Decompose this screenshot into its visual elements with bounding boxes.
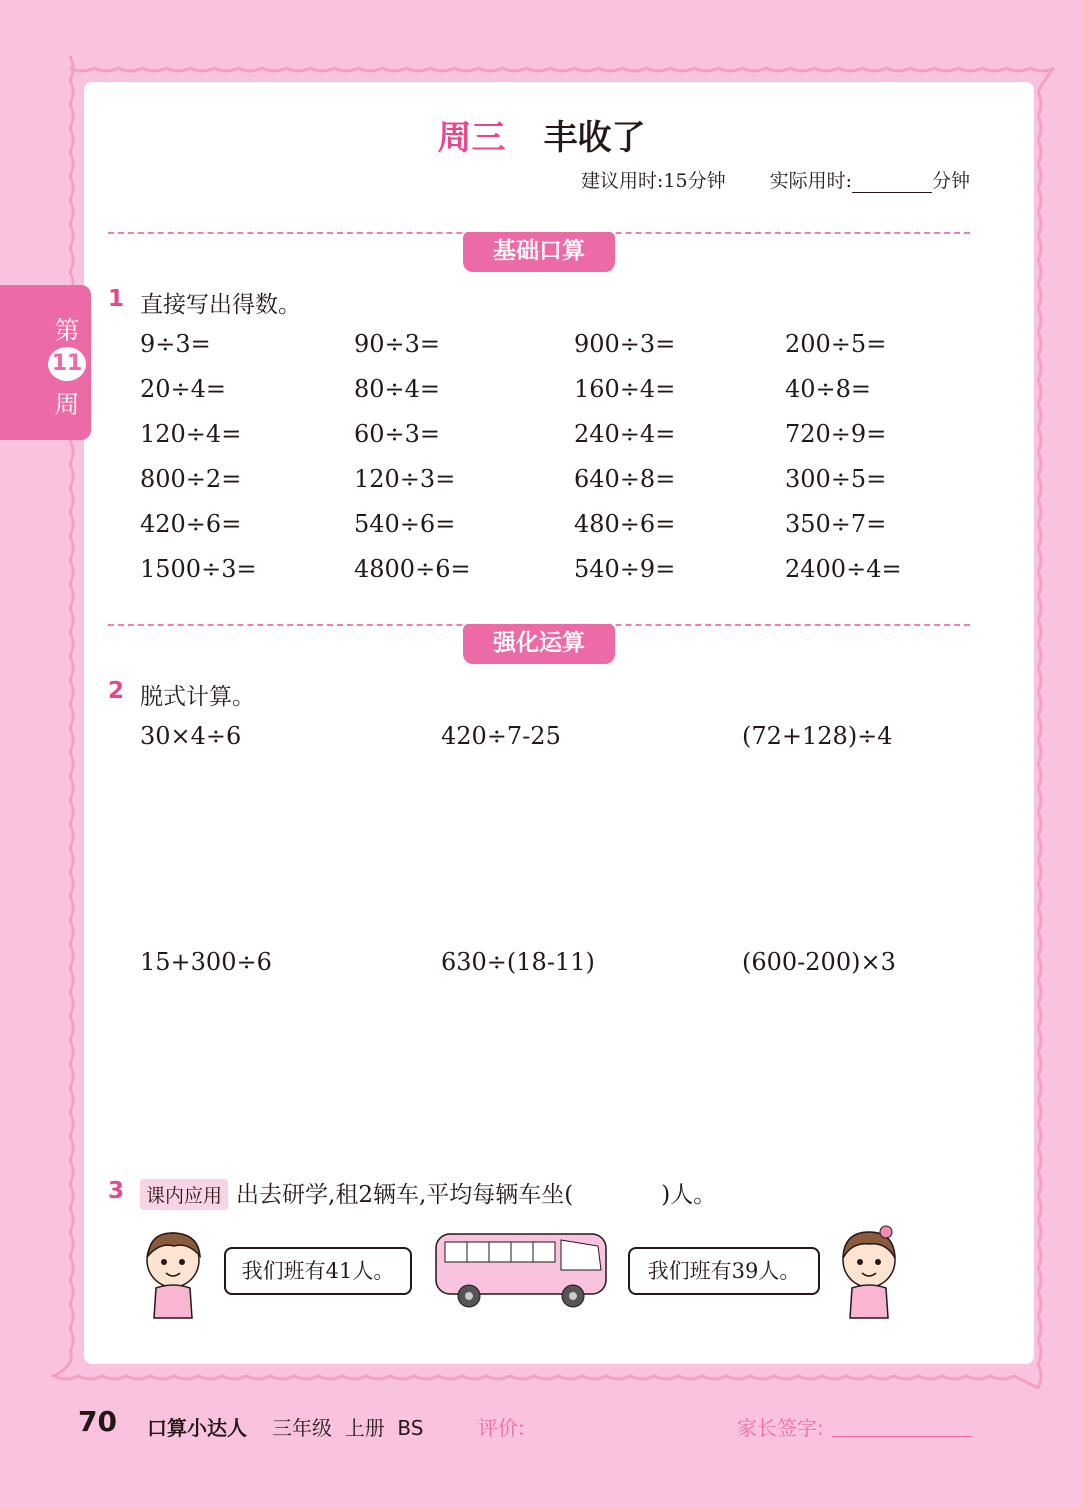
expression: 15+300÷6: [140, 948, 272, 976]
mental-math-item: 120÷3=: [354, 465, 456, 493]
actual-time-label: 实际用时:: [769, 170, 852, 192]
week-tab: [0, 285, 91, 440]
girl-illustration: [834, 1224, 904, 1332]
mental-math-item: 9÷3=: [140, 330, 211, 358]
mental-math-item: 300÷5=: [785, 465, 887, 493]
page-number: 70: [78, 1405, 117, 1438]
question-number: 3: [108, 1178, 125, 1204]
week-prefix: 第: [54, 316, 80, 345]
question-prompt: 直接写出得数。: [140, 292, 301, 318]
mental-math-item: 240÷4=: [574, 420, 676, 448]
speech-bubble-left: 我们班有41人。: [224, 1247, 412, 1295]
mental-math-item: 80÷4=: [354, 375, 441, 403]
mental-math-item: 640÷8=: [574, 465, 676, 493]
mental-math-item: 540÷9=: [574, 555, 676, 583]
mental-math-item: 60÷3=: [354, 420, 441, 448]
mental-math-item: 200÷5=: [785, 330, 887, 358]
book-title: 口算小达人: [147, 1416, 247, 1440]
timing-line: [581, 166, 970, 193]
actual-time-blank[interactable]: [852, 172, 932, 193]
expression: 630÷(18-11): [441, 948, 595, 976]
suggested-time: 建议用时:15分钟: [580, 170, 726, 192]
question-tag: 课内应用: [140, 1179, 228, 1210]
mental-math-item: 20÷4=: [140, 375, 227, 403]
expression: (72+128)÷4: [742, 722, 893, 750]
rating-label: 评价:: [478, 1416, 525, 1440]
parent-signature-line[interactable]: [832, 1436, 972, 1437]
grade-info: 三年级 上册 BS: [272, 1416, 424, 1440]
mental-math-item: 4800÷6=: [354, 555, 471, 583]
mental-math-item: 1500÷3=: [140, 555, 257, 583]
boy-illustration: [140, 1228, 210, 1328]
day-label: 周三: [437, 118, 506, 158]
lesson-title: 丰收了: [543, 118, 646, 158]
week-suffix: 周: [54, 390, 80, 419]
question-text-end: )人。: [661, 1182, 717, 1208]
mental-math-item: 480÷6=: [574, 510, 676, 538]
parent-signature-label: 家长签字:: [737, 1416, 824, 1440]
speech-bubble-right: 我们班有39人。: [628, 1247, 820, 1295]
actual-time-unit: 分钟: [931, 170, 970, 192]
mental-math-item: 350÷7=: [785, 510, 887, 538]
question-number: 2: [108, 678, 125, 704]
section-tag-basic: 基础口算: [463, 232, 615, 272]
expression: 420÷7-25: [441, 722, 561, 750]
question-text: 出去研学,租2辆车,平均每辆车坐(: [236, 1182, 574, 1208]
application-question: [140, 1176, 716, 1210]
page-title: [0, 110, 1083, 159]
bus-illustration: [433, 1226, 615, 1310]
mental-math-item: 540÷6=: [354, 510, 456, 538]
mental-math-item: 90÷3=: [354, 330, 441, 358]
mental-math-item: 40÷8=: [785, 375, 872, 403]
mental-math-item: 800÷2=: [140, 465, 242, 493]
expression: (600-200)×3: [742, 948, 896, 976]
week-number: 11: [48, 347, 86, 381]
section-tag-strengthen: 强化运算: [463, 624, 615, 664]
question-prompt: 脱式计算。: [140, 684, 255, 710]
mental-math-item: 420÷6=: [140, 510, 242, 538]
question-number: 1: [108, 286, 125, 312]
mental-math-item: 720÷9=: [785, 420, 887, 448]
expression: 30×4÷6: [140, 722, 242, 750]
mental-math-item: 160÷4=: [574, 375, 676, 403]
mental-math-item: 900÷3=: [574, 330, 676, 358]
rating-stars[interactable]: ★★★★★: [533, 1406, 678, 1441]
mental-math-item: 120÷4=: [140, 420, 242, 448]
mental-math-item: 2400÷4=: [785, 555, 902, 583]
